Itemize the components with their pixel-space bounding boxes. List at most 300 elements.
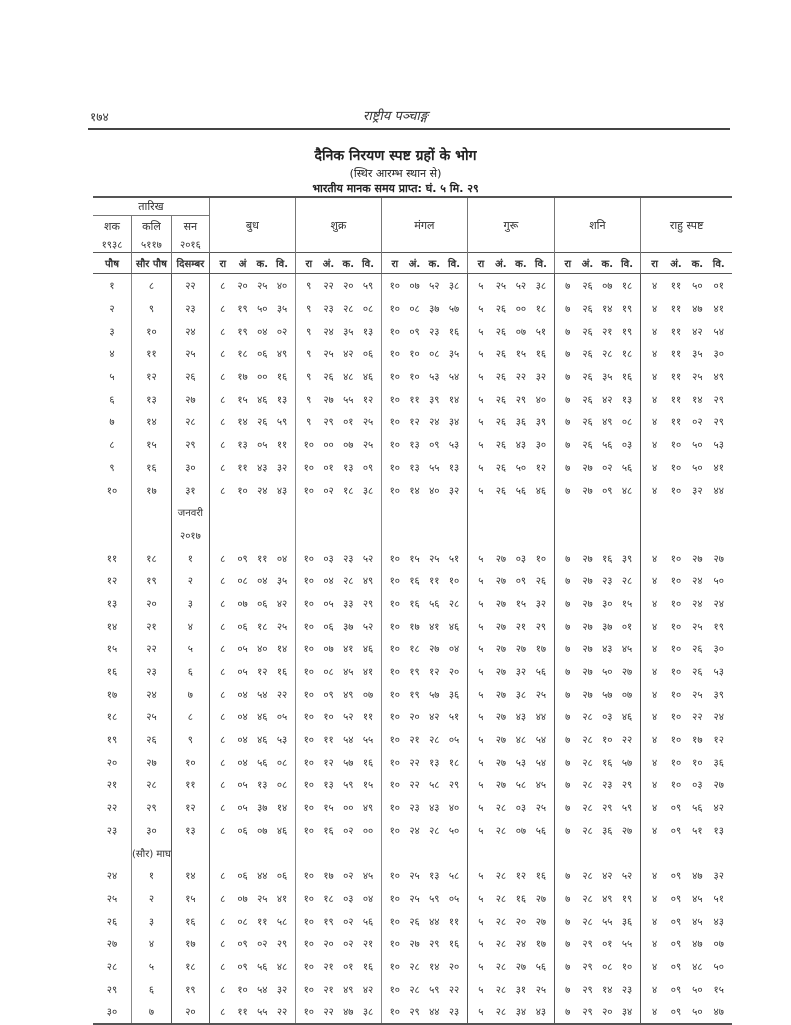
position-rahu bbox=[640, 592, 732, 615]
position-guru bbox=[467, 274, 554, 297]
vikala-value: ५३ bbox=[276, 735, 288, 747]
rashi-value: १० bbox=[303, 803, 314, 815]
vikala-value: २६ bbox=[535, 576, 547, 588]
position-shani bbox=[554, 546, 640, 569]
rashi-value: १० bbox=[303, 598, 314, 610]
rashi-value: १० bbox=[303, 961, 314, 973]
rashi-value: ८ bbox=[220, 1007, 226, 1019]
vikala-value: ४६ bbox=[535, 485, 547, 497]
kala-value: २५ bbox=[692, 689, 703, 701]
units-budh: रा अं क. वि. bbox=[209, 253, 295, 274]
rashi-value: ८ bbox=[220, 621, 226, 633]
ansh-value: ०० bbox=[323, 440, 334, 452]
rashi-value: १० bbox=[303, 757, 314, 769]
kala-value: ५८ bbox=[429, 780, 440, 792]
kala-value: ५६ bbox=[515, 485, 527, 497]
vikala-value: ४३ bbox=[276, 485, 288, 497]
ansh-value: २८ bbox=[582, 780, 593, 792]
kala-value: ५७ bbox=[602, 689, 613, 701]
ansh-value: ०९ bbox=[670, 916, 682, 928]
rashi-value: ८ bbox=[220, 598, 226, 610]
ansh-value: ०९ bbox=[670, 939, 682, 951]
kala-value: २८ bbox=[343, 576, 354, 588]
position-guru bbox=[467, 546, 554, 569]
san-date: २३ bbox=[171, 297, 209, 320]
kala-value: १७ bbox=[692, 735, 703, 747]
position-shani bbox=[554, 955, 640, 978]
ansh-value: २७ bbox=[582, 621, 593, 633]
rashi-value: १० bbox=[389, 871, 400, 883]
shaka-date: २५ bbox=[106, 893, 118, 905]
san-date: ५ bbox=[171, 637, 209, 660]
ansh-value: १७ bbox=[237, 372, 248, 384]
kala-value: ५० bbox=[692, 462, 703, 474]
position-budh bbox=[209, 864, 295, 887]
header-shaka: शक bbox=[104, 219, 120, 233]
vikala-value: ३९ bbox=[621, 553, 633, 565]
rashi-value: ८ bbox=[220, 440, 226, 452]
position-guru bbox=[467, 297, 554, 320]
ansh-value: २६ bbox=[582, 281, 593, 293]
kala-value: १८ bbox=[343, 485, 354, 497]
ansh-value: २७ bbox=[582, 667, 593, 679]
kali-date: २८ bbox=[132, 773, 172, 796]
rashi-value: ९ bbox=[306, 281, 312, 293]
rashi-value: ४ bbox=[651, 667, 658, 679]
rashi-value: १० bbox=[389, 780, 400, 792]
table-row bbox=[93, 274, 732, 297]
vikala-value: १९ bbox=[621, 304, 633, 316]
shaka-date: १४ bbox=[106, 621, 118, 633]
vikala-value: ०१ bbox=[713, 281, 724, 293]
vikala-value: ५४ bbox=[448, 372, 460, 384]
ansh-value: १८ bbox=[409, 644, 420, 656]
vikala-value: ०८ bbox=[276, 780, 288, 792]
vikala-value: ०४ bbox=[448, 644, 460, 656]
kala-value: ३३ bbox=[343, 598, 354, 610]
vikala-value: १६ bbox=[362, 961, 374, 973]
san-date: ३१ bbox=[171, 478, 209, 501]
vikala-value: ०८ bbox=[621, 417, 633, 429]
kala-value: ११ bbox=[257, 916, 268, 928]
rashi-value: ८ bbox=[220, 893, 226, 905]
kala-value: ०७ bbox=[515, 326, 527, 338]
rashi-value: ४ bbox=[651, 757, 658, 769]
kala-value: ५५ bbox=[257, 1007, 268, 1019]
ansh-value: १० bbox=[670, 440, 682, 452]
rashi-value: ४ bbox=[651, 916, 658, 928]
rashi-value: ८ bbox=[220, 417, 226, 429]
position-guru bbox=[467, 705, 554, 728]
position-shani bbox=[554, 796, 640, 819]
rashi-value: १० bbox=[303, 621, 314, 633]
position-rahu bbox=[640, 977, 732, 1000]
position-shukra bbox=[295, 773, 381, 796]
vikala-value: ४६ bbox=[448, 621, 460, 633]
san-date: १४ bbox=[171, 864, 209, 887]
position-mangal bbox=[381, 569, 467, 592]
vikala-value: ०६ bbox=[362, 349, 374, 361]
ansh-value: २५ bbox=[409, 871, 420, 883]
ansh-value: २३ bbox=[409, 803, 420, 815]
kala-value: ५५ bbox=[602, 916, 613, 928]
position-mangal bbox=[381, 819, 467, 842]
ansh-value: २६ bbox=[582, 349, 593, 361]
kala-value: ४८ bbox=[343, 372, 354, 384]
vikala-value: २२ bbox=[621, 735, 633, 747]
vikala-value: ५५ bbox=[621, 939, 633, 951]
kala-value: २५ bbox=[429, 553, 440, 565]
kala-value: ५४ bbox=[257, 689, 268, 701]
shaka-date: २१ bbox=[106, 780, 118, 792]
table-row bbox=[93, 773, 732, 796]
vikala-value: ४४ bbox=[713, 485, 724, 497]
rashi-value: ८ bbox=[220, 939, 226, 951]
ansh-value: ०५ bbox=[237, 667, 248, 679]
position-shukra bbox=[295, 478, 381, 501]
kali-date: २१ bbox=[132, 614, 172, 637]
ansh-value: २७ bbox=[495, 667, 507, 679]
table-row bbox=[93, 614, 732, 637]
position-rahu bbox=[640, 955, 732, 978]
kala-value: ३७ bbox=[429, 304, 440, 316]
position-shukra bbox=[295, 637, 381, 660]
rashi-value: ८ bbox=[220, 644, 226, 656]
rashi-value: ५ bbox=[478, 939, 484, 951]
vikala-value: ३० bbox=[713, 644, 724, 656]
kala-value: ४३ bbox=[515, 440, 527, 452]
vikala-value: ४२ bbox=[713, 803, 724, 815]
ansh-value: २७ bbox=[495, 553, 507, 565]
rashi-value: ४ bbox=[651, 893, 658, 905]
rashi-value: ५ bbox=[478, 644, 484, 656]
shaka-date: ८ bbox=[109, 440, 115, 452]
rashi-value: ४ bbox=[651, 825, 658, 837]
rashi-value: १० bbox=[303, 644, 314, 656]
rashi-value: ५ bbox=[478, 304, 484, 316]
vikala-value: १९ bbox=[621, 326, 633, 338]
kala-value: ५० bbox=[692, 984, 703, 996]
ansh-value: १० bbox=[670, 644, 682, 656]
ansh-value: ०६ bbox=[237, 825, 248, 837]
kala-value: ४७ bbox=[692, 939, 703, 951]
kali-date: ८ bbox=[132, 274, 172, 297]
kala-value: ०० bbox=[515, 304, 527, 316]
ansh-value: २७ bbox=[582, 462, 593, 474]
rashi-value: ७ bbox=[565, 394, 571, 406]
kala-value: ४८ bbox=[692, 961, 703, 973]
header-kali-year: ५११७ bbox=[132, 236, 172, 253]
table-row bbox=[93, 705, 732, 728]
rashi-value: ८ bbox=[220, 304, 226, 316]
ansh-value: ११ bbox=[670, 372, 682, 384]
position-budh bbox=[209, 614, 295, 637]
rashi-value: ४ bbox=[651, 281, 658, 293]
vikala-value: १३ bbox=[621, 394, 633, 406]
ansh-value: ०७ bbox=[409, 281, 420, 293]
rashi-value: ५ bbox=[478, 1007, 484, 1019]
kala-value: १५ bbox=[515, 598, 527, 610]
rashi-value: ७ bbox=[565, 712, 571, 724]
ansh-value: १० bbox=[670, 689, 682, 701]
position-budh bbox=[209, 887, 295, 910]
table-row bbox=[93, 750, 732, 773]
rashi-value: ८ bbox=[220, 462, 226, 474]
ansh-value: २४ bbox=[409, 825, 420, 837]
header-planet-rahu: राहु स्पष्ट bbox=[640, 197, 732, 253]
vikala-value: १६ bbox=[276, 372, 288, 384]
kala-value: ५९ bbox=[343, 780, 354, 792]
ansh-value: १३ bbox=[237, 440, 248, 452]
ansh-value: १९ bbox=[409, 689, 420, 701]
vikala-value: ५३ bbox=[713, 667, 724, 679]
ansh-value: १० bbox=[670, 598, 682, 610]
rashi-value: ९ bbox=[306, 394, 312, 406]
ansh-value: २७ bbox=[582, 644, 593, 656]
ansh-value: १० bbox=[670, 576, 682, 588]
rashi-value: ९ bbox=[306, 372, 312, 384]
ansh-value: २६ bbox=[582, 440, 593, 452]
table-row bbox=[93, 387, 732, 410]
vikala-value: ११ bbox=[276, 440, 288, 452]
table-row bbox=[93, 637, 732, 660]
table-row bbox=[93, 977, 732, 1000]
kala-value: ०८ bbox=[429, 349, 440, 361]
san-date: १३ bbox=[171, 819, 209, 842]
san-date: ४ bbox=[171, 614, 209, 637]
kala-value: २६ bbox=[257, 417, 268, 429]
ansh-value: १० bbox=[670, 485, 682, 497]
rashi-value: ७ bbox=[565, 485, 571, 497]
position-mangal bbox=[381, 274, 467, 297]
position-rahu bbox=[640, 637, 732, 660]
kala-value: ४७ bbox=[692, 871, 703, 883]
san-date: २८ bbox=[171, 410, 209, 433]
san-date: १८ bbox=[171, 955, 209, 978]
ansh-value: २२ bbox=[409, 780, 420, 792]
ansh-value: २८ bbox=[495, 939, 507, 951]
rashi-value: ४ bbox=[651, 961, 658, 973]
vikala-value: ३० bbox=[535, 440, 547, 452]
position-shani bbox=[554, 887, 640, 910]
kali-date: ३० bbox=[132, 819, 172, 842]
rashi-value: १० bbox=[389, 961, 400, 973]
ansh-value: १० bbox=[670, 462, 682, 474]
kala-value: २३ bbox=[602, 576, 613, 588]
kala-value: १३ bbox=[429, 757, 440, 769]
vikala-value: ५० bbox=[713, 576, 724, 588]
header-san: सन bbox=[171, 216, 209, 237]
vikala-value: ०५ bbox=[448, 735, 460, 747]
position-shukra bbox=[295, 796, 381, 819]
kala-value: ०२ bbox=[257, 939, 268, 951]
vikala-value: २३ bbox=[621, 984, 633, 996]
rashi-value: ५ bbox=[478, 394, 484, 406]
position-mangal bbox=[381, 365, 467, 388]
kali-date: २५ bbox=[132, 705, 172, 728]
position-rahu bbox=[640, 932, 732, 955]
vikala-value: ०१ bbox=[621, 621, 633, 633]
vikala-value: १६ bbox=[276, 667, 288, 679]
vikala-value: ५६ bbox=[535, 825, 547, 837]
kala-value: २७ bbox=[515, 644, 527, 656]
kala-value: ५२ bbox=[429, 281, 440, 293]
ansh-value: १६ bbox=[323, 825, 334, 837]
ansh-value: २५ bbox=[409, 893, 420, 905]
san-date: २७ bbox=[171, 387, 209, 410]
kala-value: २५ bbox=[257, 893, 268, 905]
position-mangal bbox=[381, 682, 467, 705]
rashi-value: ४ bbox=[651, 349, 658, 361]
position-rahu bbox=[640, 909, 732, 932]
vikala-value: २९ bbox=[535, 621, 547, 633]
shaka-date: १३ bbox=[106, 598, 118, 610]
ansh-value: ०९ bbox=[409, 326, 420, 338]
ansh-value: ०९ bbox=[670, 871, 682, 883]
month-break-january bbox=[93, 501, 732, 524]
position-mangal bbox=[381, 592, 467, 615]
position-rahu bbox=[640, 342, 732, 365]
san-date: २६ bbox=[171, 365, 209, 388]
position-shani bbox=[554, 569, 640, 592]
kala-value: ५७ bbox=[343, 757, 354, 769]
rashi-value: ५ bbox=[478, 462, 484, 474]
position-guru bbox=[467, 614, 554, 637]
vikala-value: ५९ bbox=[621, 803, 633, 815]
position-guru bbox=[467, 569, 554, 592]
ansh-value: ०९ bbox=[323, 689, 334, 701]
san-date: १० bbox=[171, 750, 209, 773]
rashi-value: १० bbox=[389, 462, 400, 474]
kala-value: ५० bbox=[692, 1007, 703, 1019]
ansh-value: २७ bbox=[495, 598, 507, 610]
position-mangal bbox=[381, 705, 467, 728]
vikala-value: ४३ bbox=[713, 916, 724, 928]
vikala-value: २२ bbox=[448, 984, 460, 996]
vikala-value: ५९ bbox=[362, 281, 374, 293]
position-guru bbox=[467, 932, 554, 955]
kala-value: ०२ bbox=[343, 825, 354, 837]
position-guru bbox=[467, 955, 554, 978]
rashi-value: ७ bbox=[565, 621, 571, 633]
month-break-magh bbox=[93, 841, 732, 864]
vikala-value: १० bbox=[535, 553, 547, 565]
position-shukra bbox=[295, 750, 381, 773]
kala-value: ४६ bbox=[257, 735, 268, 747]
ansh-value: २८ bbox=[495, 803, 507, 815]
vikala-value: ११ bbox=[448, 916, 460, 928]
position-shani bbox=[554, 819, 640, 842]
vikala-value: २१ bbox=[362, 939, 374, 951]
shaka-date: २० bbox=[106, 757, 118, 769]
rashi-value: ५ bbox=[478, 803, 484, 815]
san-date: १७ bbox=[171, 932, 209, 955]
kala-value: २० bbox=[602, 1007, 613, 1019]
ansh-value: २७ bbox=[495, 576, 507, 588]
ansh-value: ११ bbox=[670, 326, 682, 338]
vikala-value: ३५ bbox=[276, 576, 288, 588]
rashi-value: ८ bbox=[220, 576, 226, 588]
kala-value: १० bbox=[692, 757, 703, 769]
shaka-date: २३ bbox=[106, 825, 118, 837]
ansh-value: १३ bbox=[409, 462, 420, 474]
vikala-value: ५८ bbox=[448, 871, 460, 883]
vikala-value: १६ bbox=[448, 326, 460, 338]
ansh-value: २६ bbox=[495, 394, 507, 406]
position-shani bbox=[554, 478, 640, 501]
position-budh bbox=[209, 660, 295, 683]
ansh-value: १९ bbox=[323, 916, 334, 928]
shaka-date: १२ bbox=[106, 576, 118, 588]
vikala-value: २२ bbox=[276, 1007, 288, 1019]
rashi-value: ८ bbox=[220, 735, 226, 747]
kala-value: ४४ bbox=[429, 916, 440, 928]
position-shukra bbox=[295, 410, 381, 433]
rashi-value: १० bbox=[389, 1007, 400, 1019]
table-row bbox=[93, 433, 732, 456]
rashi-value: ८ bbox=[220, 871, 226, 883]
vikala-value: ४६ bbox=[621, 712, 633, 724]
ansh-value: २२ bbox=[323, 1007, 334, 1019]
ansh-value: ११ bbox=[670, 304, 682, 316]
rashi-value: १० bbox=[389, 735, 400, 747]
rashi-value: ५ bbox=[478, 735, 484, 747]
kali-date: १२ bbox=[132, 365, 172, 388]
position-budh bbox=[209, 955, 295, 978]
kala-value: ५६ bbox=[602, 440, 613, 452]
vikala-value: ४३ bbox=[535, 1007, 547, 1019]
shaka-date: ४ bbox=[109, 349, 115, 361]
vikala-value: ३२ bbox=[276, 462, 288, 474]
rashi-value: ९ bbox=[306, 304, 312, 316]
rashi-value: ७ bbox=[565, 304, 571, 316]
vikala-value: ०३ bbox=[621, 440, 633, 452]
header-planet-budh: बुध bbox=[209, 197, 295, 253]
vikala-value: २७ bbox=[621, 667, 633, 679]
position-budh bbox=[209, 365, 295, 388]
kala-value: २९ bbox=[429, 939, 440, 951]
ansh-value: ०५ bbox=[323, 598, 334, 610]
position-budh bbox=[209, 773, 295, 796]
kala-value: ३६ bbox=[515, 417, 527, 429]
vikala-value: ०७ bbox=[621, 689, 633, 701]
vikala-value: ४५ bbox=[362, 871, 374, 883]
vikala-value: १६ bbox=[535, 871, 547, 883]
kali-date: २९ bbox=[132, 796, 172, 819]
vikala-value: ०८ bbox=[276, 757, 288, 769]
header-kali-month: सौर पौष bbox=[132, 253, 172, 274]
table-row bbox=[93, 864, 732, 887]
ansh-value: १६ bbox=[409, 598, 420, 610]
kala-value: १२ bbox=[429, 667, 440, 679]
position-mangal bbox=[381, 728, 467, 751]
kala-value: ४७ bbox=[343, 1007, 354, 1019]
san-date: १९ bbox=[171, 977, 209, 1000]
kala-value: ५५ bbox=[429, 462, 440, 474]
vikala-value: ११ bbox=[362, 712, 374, 724]
rashi-value: १० bbox=[389, 553, 400, 565]
kala-value: ४२ bbox=[692, 326, 703, 338]
kala-value: ४२ bbox=[602, 871, 613, 883]
vikala-value: १६ bbox=[621, 372, 633, 384]
rashi-value: ७ bbox=[565, 667, 571, 679]
vikala-value: ४१ bbox=[713, 462, 724, 474]
kali-date: १० bbox=[132, 319, 172, 342]
ansh-value: २९ bbox=[323, 417, 334, 429]
kali-date: १९ bbox=[132, 569, 172, 592]
ansh-value: ०७ bbox=[323, 644, 334, 656]
rashi-value: ५ bbox=[478, 621, 484, 633]
